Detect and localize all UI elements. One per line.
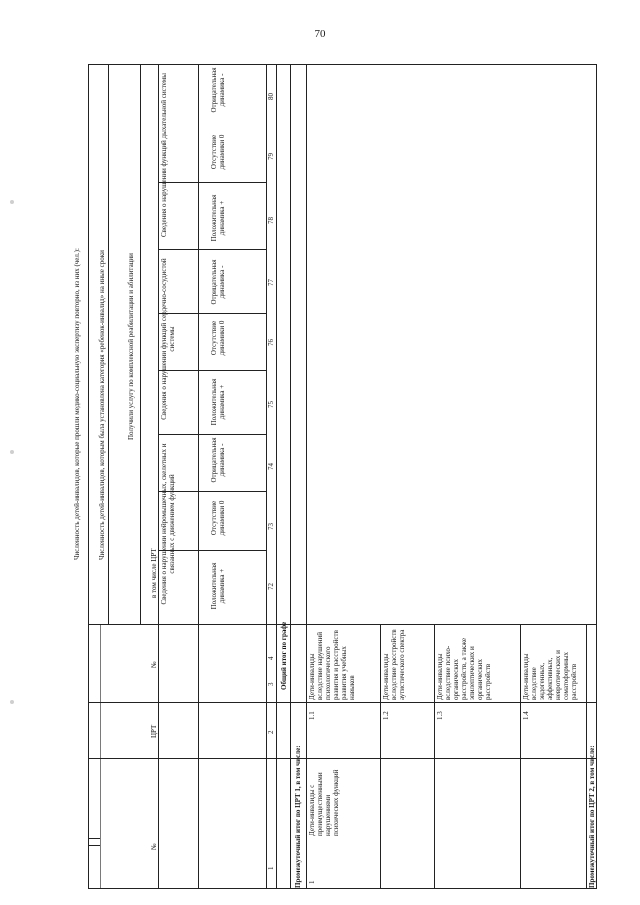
col-number: 3 [267, 682, 275, 686]
col-number: 4 [267, 656, 275, 660]
col-no2-label: № [150, 661, 158, 668]
col-crt-label: ЦРТ [150, 724, 158, 738]
binder-hole [10, 700, 14, 704]
item-no: 1.1 [308, 711, 316, 720]
group-label-cardio: Сведения о нарушении функций сердечно-сосудистой системы [160, 258, 176, 420]
col-number: 75 [267, 401, 275, 408]
col-number: 78 [267, 217, 275, 224]
page-number: 70 [314, 28, 326, 40]
item-label: Дети-инвалиды вследствие расстройств аутистического спектра [382, 629, 406, 700]
dynamic-label: Отрицательная динамика - [210, 437, 226, 483]
dynamic-label: Отрицательная динамика - [210, 259, 226, 305]
col-number: 74 [267, 463, 275, 470]
dynamic-label: Отсутствие динамики 0 [210, 500, 226, 536]
item-label: Дети-инвалиды вследствие психо-органических расстройств, а также эпилептических и органических расстройств [436, 637, 492, 700]
header-top-row: Численность детей-инвалидов, которые прошли медико-социальную экспертизу повторно, из них (чел.): [73, 248, 81, 560]
dynamic-label: Отрицательная динамика - [210, 67, 226, 113]
col-number: 73 [267, 523, 275, 530]
col-number: 2 [267, 730, 275, 734]
col-number: 1 [267, 866, 275, 870]
col-crt-detail-label: в том числе ЦРТ [150, 548, 158, 598]
col-no-label: № [150, 843, 158, 850]
col-number: 80 [267, 93, 275, 100]
group1-label: Дети-инвалиды с преимущественными нарушениями психических функций [308, 769, 340, 836]
col-number: 76 [267, 339, 275, 346]
group1-no: 1 [308, 880, 316, 884]
group-label-respiratory: Сведения о нарушении функций дыхательной системы [160, 72, 168, 238]
col-number: 79 [267, 153, 275, 160]
dynamic-label: Отсутствие динамики 0 [210, 134, 226, 170]
header-second-row: Численность детей-инвалидов, которым была установлена категория «ребенок-инвалид» на иные сроки [98, 250, 106, 560]
binder-hole [10, 450, 14, 454]
intermediate-total-2: Промежуточный итог по ЦРТ 2, в том числе: [588, 745, 596, 888]
item-label: Дети-инвалиды вследствие нарушений психологического развития и расстройств развития учебных навыков [308, 630, 356, 700]
item-no: 1.3 [436, 711, 444, 720]
dynamic-label: Положительная динамика + [210, 194, 226, 242]
general-total: Общий итог по графе [280, 621, 288, 690]
intermediate-total-1: Промежуточный итог по ЦРТ 1, в том числе: [294, 745, 302, 888]
dynamic-label: Положительная динамика + [210, 562, 226, 610]
header-third-row: Получили услугу по комплексной реабилитации и абилитации [127, 253, 135, 440]
item-no: 1.4 [522, 711, 530, 720]
binder-hole [10, 200, 14, 204]
item-no: 1.2 [382, 711, 390, 720]
group-label-neuromuscular: Сведения о нарушении нейромышечных, скелетных и связанных с движением функций [160, 443, 176, 605]
col-number: 77 [267, 279, 275, 286]
col-number: 72 [267, 583, 275, 590]
dynamic-label: Положительная динамика + [210, 378, 226, 426]
item-label: Дети-инвалиды вследствие эндогенных, аффективных, невротических и соматоформных расстройств [522, 650, 578, 700]
dynamic-label: Отсутствие динамики 0 [210, 320, 226, 356]
